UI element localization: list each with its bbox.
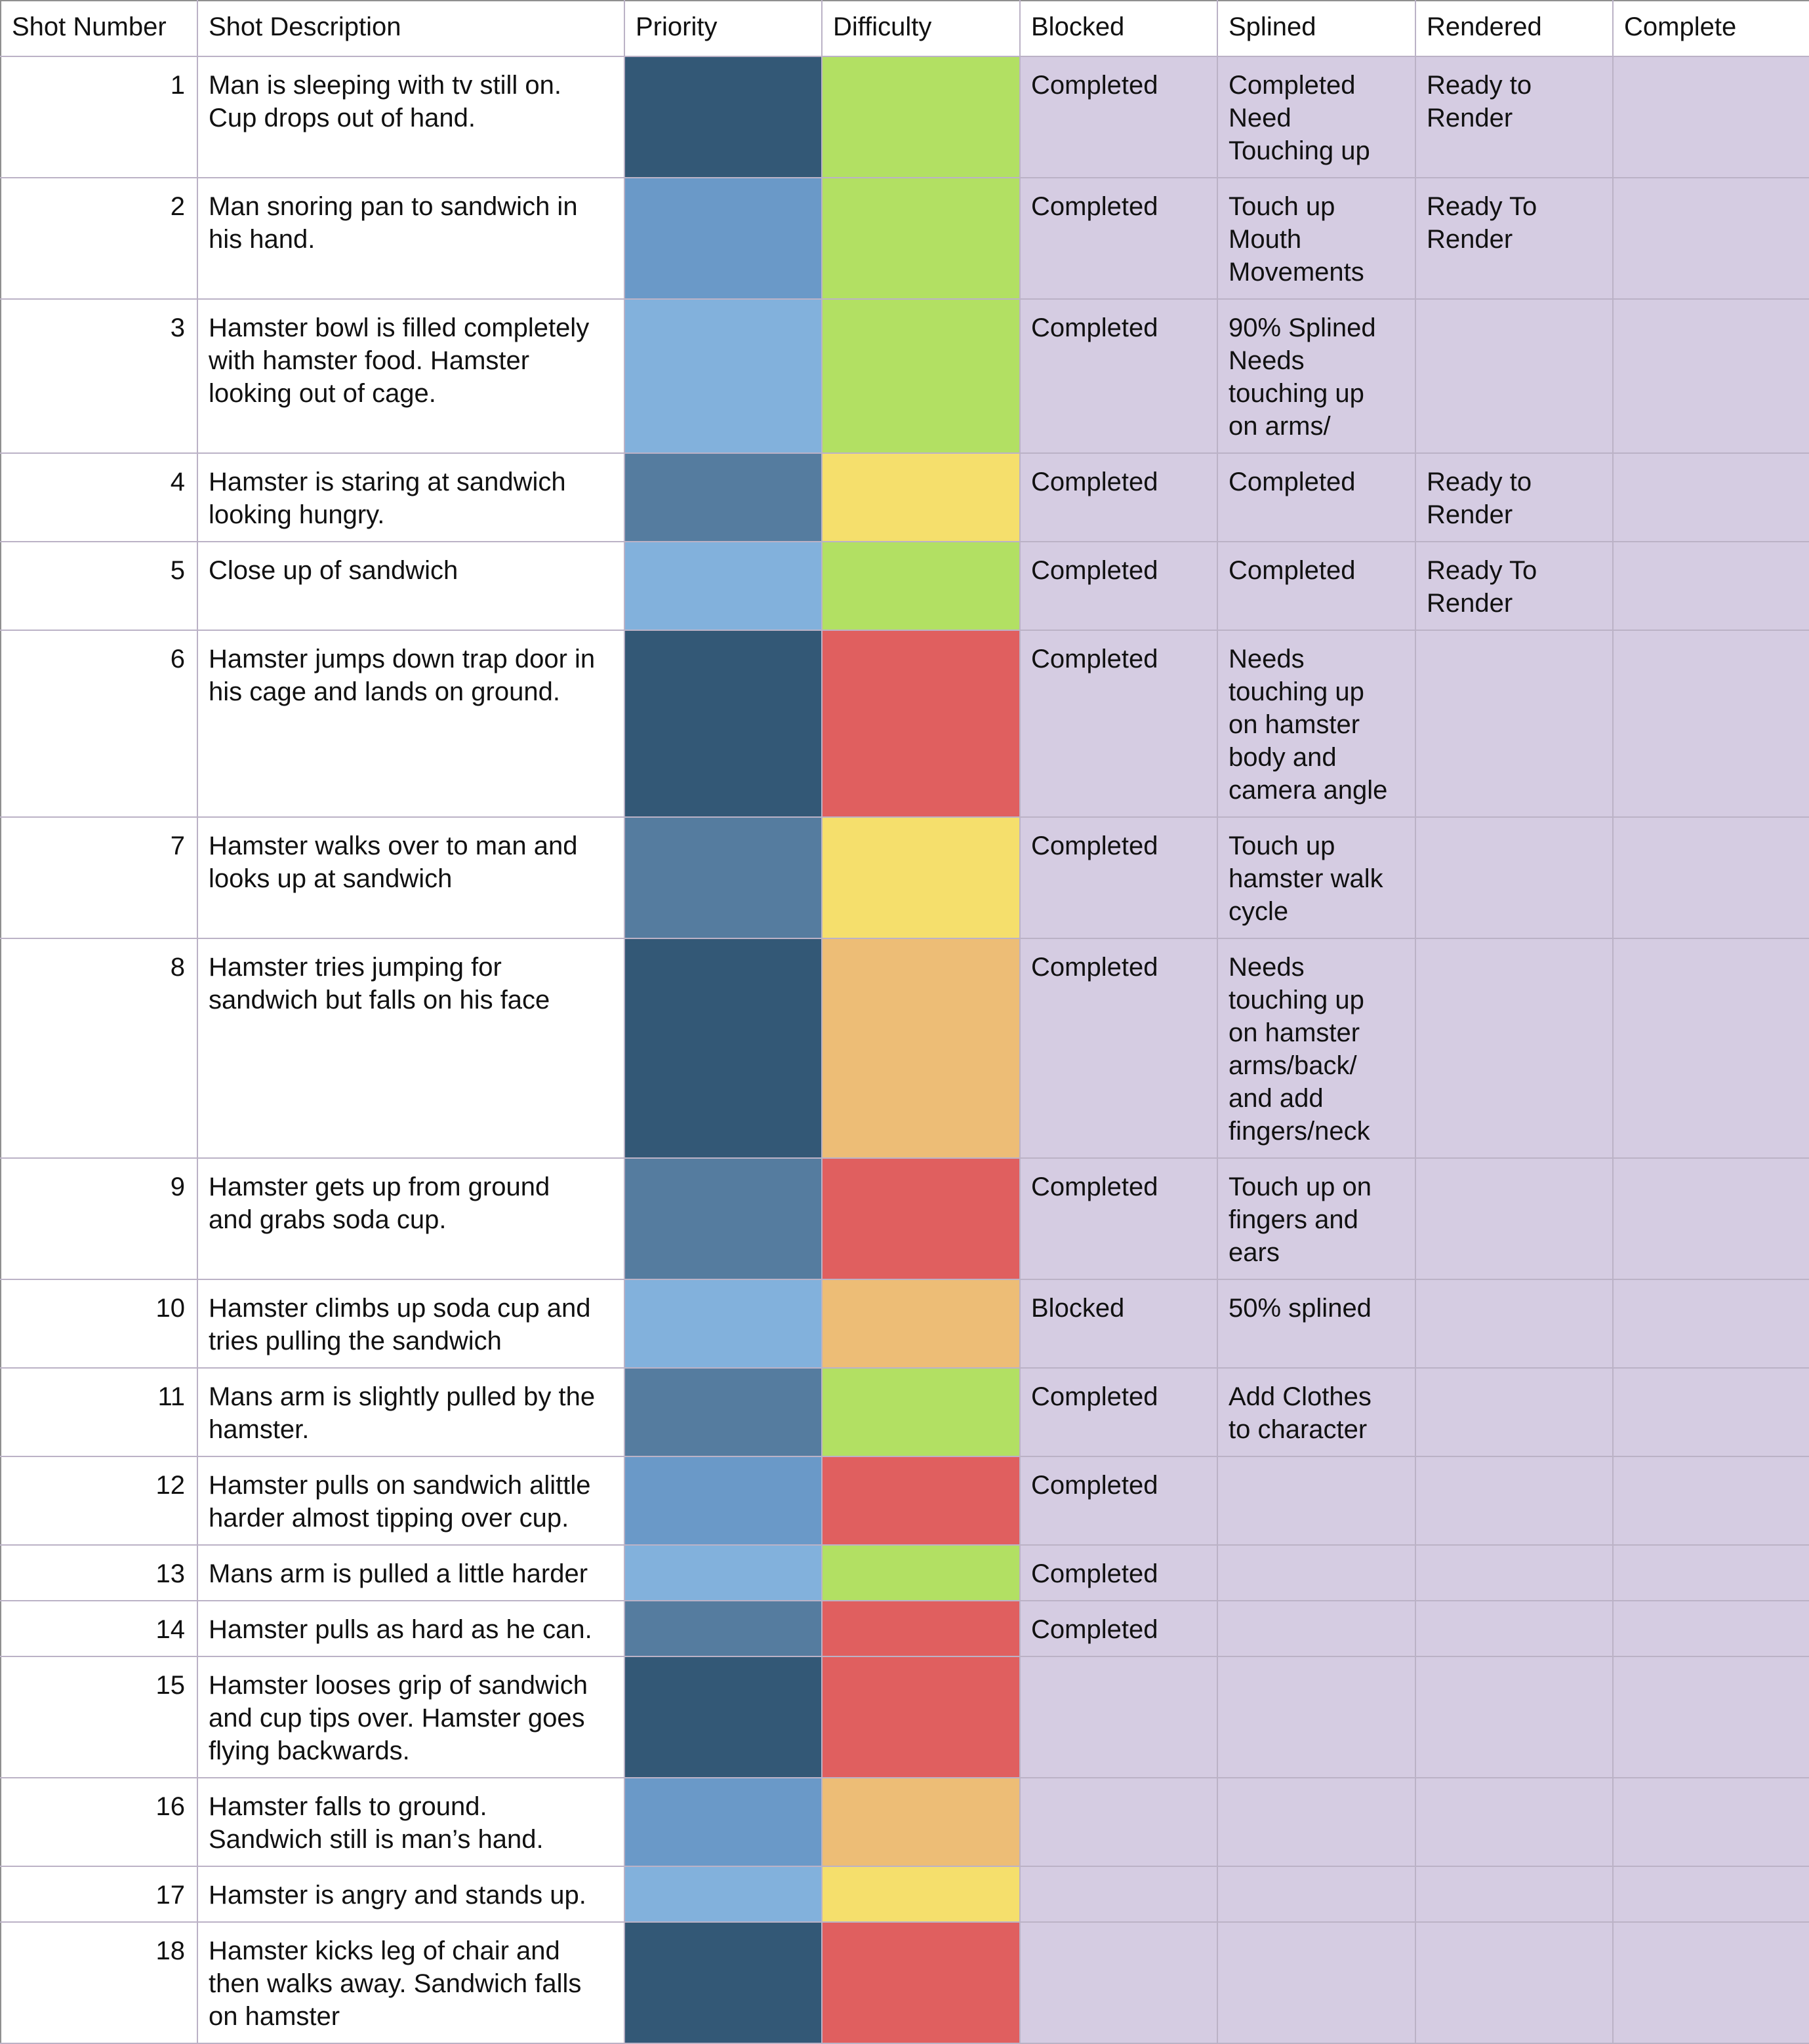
shot-number-cell[interactable]: 10 [1,1279,197,1368]
complete-status-cell[interactable] [1613,1922,1809,2043]
blocked-status-cell[interactable]: Completed [1020,1601,1217,1656]
table-row [1,1601,1809,1656]
complete-status-cell[interactable] [1613,1545,1809,1601]
complete-status-cell[interactable] [1613,1656,1809,1778]
complete-status-cell[interactable] [1613,938,1809,1158]
shot-number-cell[interactable]: 1 [1,56,197,178]
shot-description-cell[interactable]: Mans arm is pulled a little harder [197,1545,624,1601]
shot-description-cell[interactable]: Hamster kicks leg of chair and then walks away. Sandwich falls on hamster [197,1922,624,2043]
complete-status-cell[interactable] [1613,1279,1809,1368]
priority-color-cell[interactable] [624,1778,822,1866]
blocked-status-cell[interactable]: Completed [1020,453,1217,542]
column-header-rendered[interactable]: Rendered [1415,1,1613,56]
complete-status-cell[interactable] [1613,1158,1809,1279]
rendered-status-cell[interactable] [1415,1778,1613,1866]
rendered-status-cell[interactable] [1415,817,1613,938]
shot-number-cell[interactable]: 15 [1,1656,197,1778]
difficulty-color-cell[interactable] [822,1545,1020,1601]
table-row [1,1158,1809,1279]
priority-color-cell[interactable] [624,1922,822,2043]
difficulty-color-cell[interactable] [822,299,1020,453]
blocked-status-cell[interactable]: Completed [1020,1158,1217,1279]
shot-number-cell[interactable]: 18 [1,1922,197,2043]
splined-status-cell[interactable]: Completed [1217,453,1415,542]
rendered-status-cell[interactable] [1415,630,1613,817]
shot-description-cell[interactable]: Hamster is staring at sandwich looking hungry. [197,453,624,542]
rendered-status-cell[interactable] [1415,1456,1613,1545]
blocked-status-cell[interactable] [1020,1656,1217,1778]
difficulty-color-cell[interactable] [822,1158,1020,1279]
complete-status-cell[interactable] [1613,630,1809,817]
priority-color-cell[interactable] [624,938,822,1158]
shot-number-cell[interactable]: 17 [1,1866,197,1922]
complete-status-cell[interactable] [1613,1368,1809,1456]
table-row [1,1922,1809,2043]
shot-description-cell[interactable]: Hamster falls to ground. Sandwich still is man’s hand. [197,1778,624,1866]
splined-status-cell[interactable]: 90% Splined Needs touching up on arms/ [1217,299,1415,453]
table-row [1,56,1809,178]
blocked-status-cell[interactable]: Completed [1020,1545,1217,1601]
table-row [1,817,1809,938]
priority-color-cell[interactable] [624,817,822,938]
blocked-status-cell[interactable]: Completed [1020,938,1217,1158]
splined-status-cell[interactable] [1217,1545,1415,1601]
complete-status-cell[interactable] [1613,817,1809,938]
difficulty-color-cell[interactable] [822,542,1020,630]
shot-description-cell[interactable]: Hamster gets up from ground and grabs soda cup. [197,1158,624,1279]
priority-color-cell[interactable] [624,299,822,453]
shot-number-cell[interactable]: 16 [1,1778,197,1866]
splined-status-cell[interactable] [1217,1866,1415,1922]
splined-status-cell[interactable] [1217,1922,1415,2043]
blocked-status-cell[interactable]: Completed [1020,299,1217,453]
difficulty-color-cell[interactable] [822,56,1020,178]
table-row [1,299,1809,453]
priority-color-cell[interactable] [624,1158,822,1279]
column-header-shot-description[interactable]: Shot Description [197,1,624,56]
blocked-status-cell[interactable]: Completed [1020,1368,1217,1456]
complete-status-cell[interactable] [1613,1456,1809,1545]
complete-status-cell[interactable] [1613,453,1809,542]
rendered-status-cell[interactable]: Ready to Render [1415,56,1613,178]
blocked-status-cell[interactable]: Completed [1020,542,1217,630]
blocked-status-cell[interactable] [1020,1866,1217,1922]
shot-number-cell[interactable]: 8 [1,938,197,1158]
rendered-status-cell[interactable] [1415,299,1613,453]
table-row [1,1545,1809,1601]
shot-number-cell[interactable]: 9 [1,1158,197,1279]
column-header-difficulty[interactable]: Difficulty [822,1,1020,56]
splined-status-cell[interactable]: Completed [1217,542,1415,630]
priority-color-cell[interactable] [624,1545,822,1601]
rendered-status-cell[interactable] [1415,938,1613,1158]
shot-description-cell[interactable]: Man is sleeping with tv still on. Cup drops out of hand. [197,56,624,178]
shot-number-cell[interactable]: 2 [1,178,197,299]
priority-color-cell[interactable] [624,1656,822,1778]
shot-number-cell[interactable]: 6 [1,630,197,817]
shot-number-cell[interactable]: 11 [1,1368,197,1456]
difficulty-color-cell[interactable] [822,817,1020,938]
splined-status-cell[interactable]: Touch up Mouth Movements [1217,178,1415,299]
shot-number-cell[interactable]: 7 [1,817,197,938]
column-header-blocked[interactable]: Blocked [1020,1,1217,56]
complete-status-cell[interactable] [1613,542,1809,630]
column-header-complete[interactable]: Complete [1613,1,1809,56]
rendered-status-cell[interactable] [1415,1158,1613,1279]
priority-color-cell[interactable] [624,542,822,630]
column-header-splined[interactable]: Splined [1217,1,1415,56]
shot-description-cell[interactable]: Hamster climbs up soda cup and tries pulling the sandwich [197,1279,624,1368]
rendered-status-cell[interactable]: Ready To Render [1415,178,1613,299]
difficulty-color-cell[interactable] [822,1601,1020,1656]
blocked-status-cell[interactable]: Completed [1020,178,1217,299]
shot-number-cell[interactable]: 12 [1,1456,197,1545]
table-row [1,630,1809,817]
shot-description-cell[interactable]: Hamster pulls as hard as he can. [197,1601,624,1656]
complete-status-cell[interactable] [1613,1866,1809,1922]
difficulty-color-cell[interactable] [822,630,1020,817]
table-row [1,1866,1809,1922]
shot-number-cell[interactable]: 5 [1,542,197,630]
rendered-status-cell[interactable] [1415,1922,1613,2043]
shot-number-cell[interactable]: 14 [1,1601,197,1656]
difficulty-color-cell[interactable] [822,1656,1020,1778]
table-row [1,1279,1809,1368]
shot-number-cell[interactable]: 13 [1,1545,197,1601]
complete-status-cell[interactable] [1613,299,1809,453]
splined-status-cell[interactable]: Needs touching up on hamster arms/back/ and add fingers/neck [1217,938,1415,1158]
blocked-status-cell[interactable] [1020,1922,1217,2043]
difficulty-color-cell[interactable] [822,938,1020,1158]
complete-status-cell[interactable] [1613,56,1809,178]
column-header-shot-number[interactable]: Shot Number [1,1,197,56]
rendered-status-cell[interactable] [1415,1368,1613,1456]
difficulty-color-cell[interactable] [822,178,1020,299]
table-row [1,938,1809,1158]
difficulty-color-cell[interactable] [822,453,1020,542]
priority-color-cell[interactable] [624,630,822,817]
table-row [1,1368,1809,1456]
priority-color-cell[interactable] [624,1368,822,1456]
shot-number-cell[interactable]: 4 [1,453,197,542]
shot-number-cell[interactable]: 3 [1,299,197,453]
difficulty-color-cell[interactable] [822,1922,1020,2043]
priority-color-cell[interactable] [624,56,822,178]
splined-status-cell[interactable]: Needs touching up on hamster body and camera angle [1217,630,1415,817]
shot-description-cell[interactable]: Hamster bowl is filled completely with hamster food. Hamster looking out of cage. [197,299,624,453]
rendered-status-cell[interactable]: Ready to Render [1415,453,1613,542]
splined-status-cell[interactable] [1217,1656,1415,1778]
blocked-status-cell[interactable]: Completed [1020,817,1217,938]
splined-status-cell[interactable]: Add Clothes to character [1217,1368,1415,1456]
blocked-status-cell[interactable]: Completed [1020,56,1217,178]
shot-description-cell[interactable]: Hamster tries jumping for sandwich but falls on his face [197,938,624,1158]
table-row [1,1778,1809,1866]
shot-description-cell[interactable]: Man snoring pan to sandwich in his hand. [197,178,624,299]
shot-description-cell[interactable]: Close up of sandwich [197,542,624,630]
difficulty-color-cell[interactable] [822,1456,1020,1545]
rendered-status-cell[interactable] [1415,1866,1613,1922]
complete-status-cell[interactable] [1613,178,1809,299]
priority-color-cell[interactable] [624,453,822,542]
blocked-status-cell[interactable]: Blocked [1020,1279,1217,1368]
table-row [1,542,1809,630]
table-row [1,453,1809,542]
column-header-priority[interactable]: Priority [624,1,822,56]
difficulty-color-cell[interactable] [822,1368,1020,1456]
splined-status-cell[interactable]: Completed Need Touching up [1217,56,1415,178]
rendered-status-cell[interactable]: Ready To Render [1415,542,1613,630]
priority-color-cell[interactable] [624,1601,822,1656]
blocked-status-cell[interactable] [1020,1778,1217,1866]
splined-status-cell[interactable]: Touch up on fingers and ears [1217,1158,1415,1279]
rendered-status-cell[interactable] [1415,1545,1613,1601]
splined-status-cell[interactable] [1217,1601,1415,1656]
priority-color-cell[interactable] [624,1866,822,1922]
priority-color-cell[interactable] [624,1279,822,1368]
complete-status-cell[interactable] [1613,1601,1809,1656]
table-row [1,1456,1809,1545]
difficulty-color-cell[interactable] [822,1778,1020,1866]
complete-status-cell[interactable] [1613,1778,1809,1866]
shot-description-cell[interactable]: Hamster looses grip of sandwich and cup tips over. Hamster goes flying backwards. [197,1656,624,1778]
table-row [1,178,1809,299]
rendered-status-cell[interactable] [1415,1601,1613,1656]
shot-description-cell[interactable]: Hamster walks over to man and looks up at sandwich [197,817,624,938]
splined-status-cell[interactable] [1217,1456,1415,1545]
rendered-status-cell[interactable] [1415,1279,1613,1368]
splined-status-cell[interactable]: Touch up hamster walk cycle [1217,817,1415,938]
table-body [1,56,1809,2043]
shot-description-cell[interactable]: Hamster pulls on sandwich alittle harder almost tipping over cup. [197,1456,624,1545]
rendered-status-cell[interactable] [1415,1656,1613,1778]
shot-description-cell[interactable]: Hamster is angry and stands up. [197,1866,624,1922]
splined-status-cell[interactable]: 50% splined [1217,1279,1415,1368]
priority-color-cell[interactable] [624,178,822,299]
difficulty-color-cell[interactable] [822,1279,1020,1368]
blocked-status-cell[interactable]: Completed [1020,1456,1217,1545]
shot-description-cell[interactable]: Hamster jumps down trap door in his cage and lands on ground. [197,630,624,817]
header-row [1,1,1809,56]
difficulty-color-cell[interactable] [822,1866,1020,1922]
blocked-status-cell[interactable]: Completed [1020,630,1217,817]
splined-status-cell[interactable] [1217,1778,1415,1866]
priority-color-cell[interactable] [624,1456,822,1545]
shot-description-cell[interactable]: Mans arm is slightly pulled by the hamster. [197,1368,624,1456]
table-row [1,1656,1809,1778]
